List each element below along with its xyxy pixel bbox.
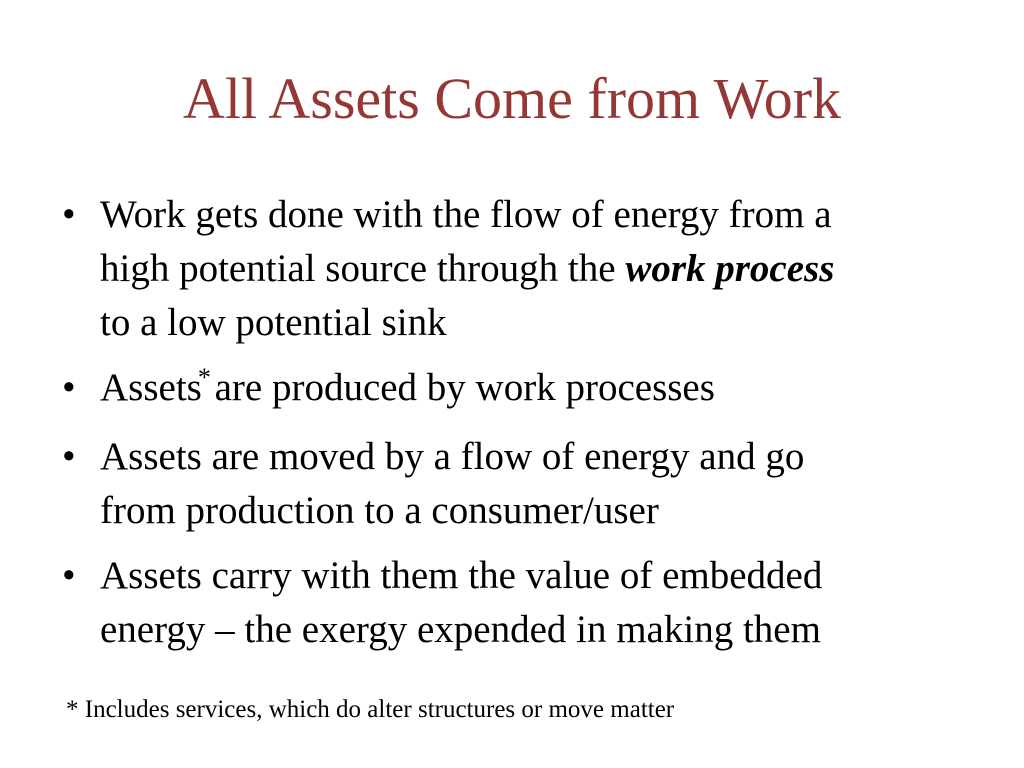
bullet-2-post: are produced by work processes <box>214 366 715 409</box>
bullet-list <box>60 188 980 668</box>
bullet-2-pre: Assets <box>100 366 202 409</box>
bullet-item-4 <box>60 549 980 657</box>
footnote-marker: * <box>197 363 211 392</box>
bullet-dot-icon: • <box>62 193 76 236</box>
bullet-3-line-2: from production to a consumer/user <box>100 489 659 532</box>
bullet-item-1 <box>60 188 980 350</box>
bullet-4-line-2: energy – the exergy expended in making them <box>100 608 821 651</box>
bullet-1-line-1: Work gets done with the flow of energy from a <box>100 193 832 236</box>
bullet-dot-icon: • <box>62 366 76 409</box>
bullet-1-line-3: to a low potential sink <box>100 301 447 344</box>
bullet-dot-icon: • <box>62 435 76 478</box>
footnote: * Includes services, which do alter structures or move matter <box>66 696 675 723</box>
bullet-item-2 <box>60 361 980 419</box>
bullet-4-line-1: Assets carry with them the value of embedded <box>100 554 823 597</box>
bullet-1-emphasis: work process <box>625 247 835 290</box>
bullet-3-line-1: Assets are moved by a flow of energy and go <box>100 435 805 478</box>
slide-title: All Assets Come from Work <box>182 66 842 131</box>
bullet-dot-icon: • <box>62 554 76 597</box>
bullet-1-line-2: high potential source through the <box>100 247 626 290</box>
bullet-item-3 <box>60 430 980 538</box>
